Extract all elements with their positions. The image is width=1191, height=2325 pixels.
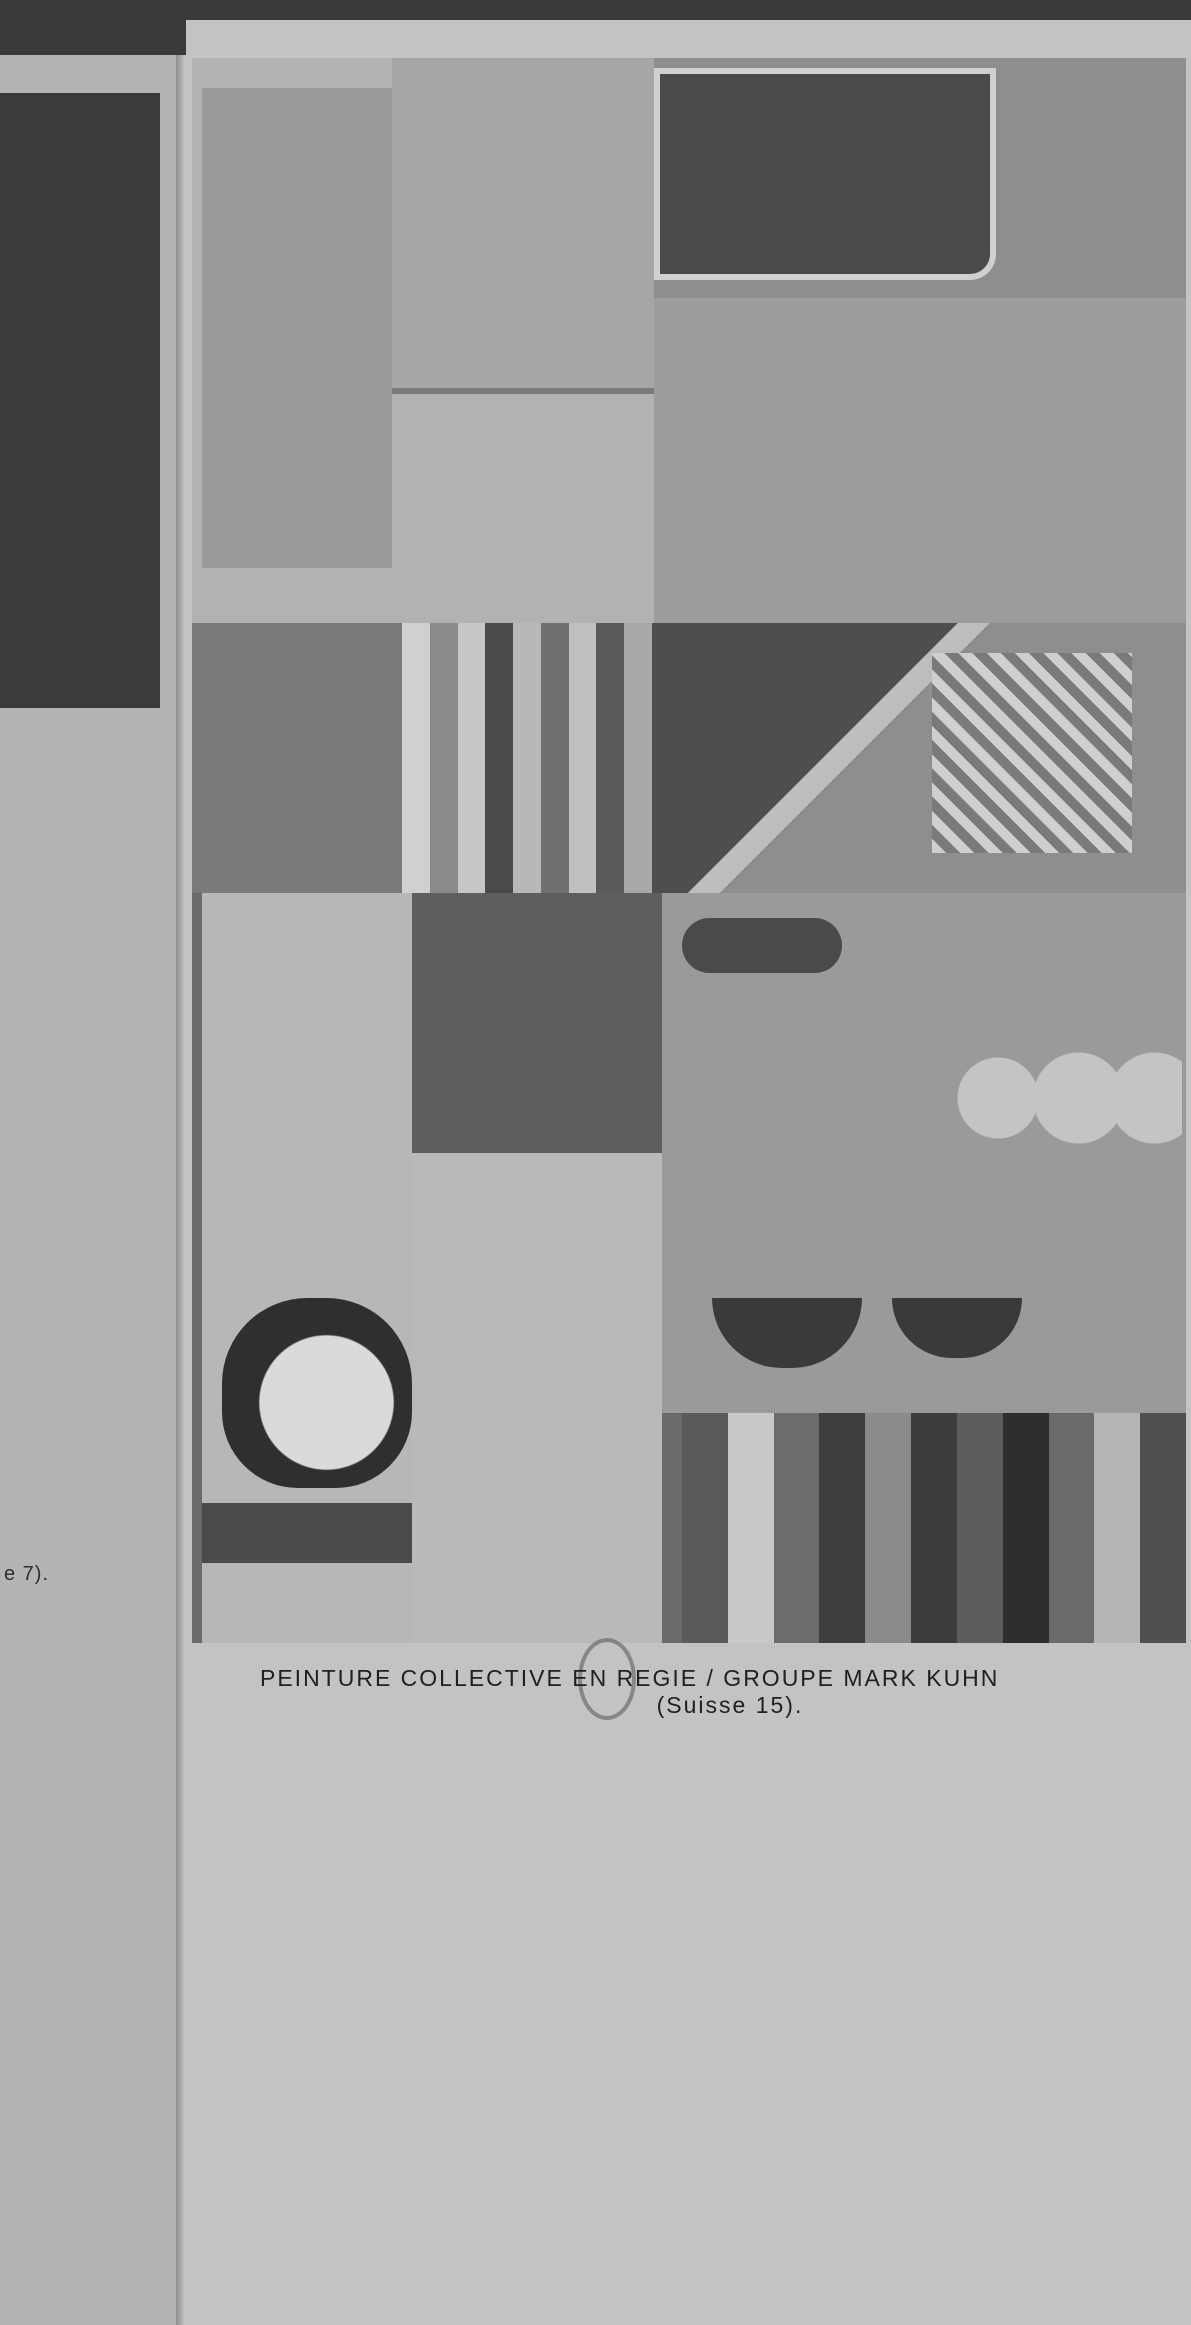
collage-portrait-band (202, 1503, 412, 1563)
collage-flower-panel (202, 88, 392, 568)
collage-geometric-shape-1 (682, 918, 842, 973)
book-gutter (176, 55, 186, 2325)
collage-middle-left-panel (192, 623, 402, 893)
collage-center-dark-square (412, 893, 662, 1153)
collage-center-light-square (412, 1153, 662, 1643)
portrait-woman-figure (222, 1298, 412, 1488)
collage-top-center-panel (392, 58, 654, 388)
left-page-caption-fragment: e 7). (4, 1563, 50, 1585)
left-page (0, 55, 180, 2325)
plate-caption-origin: (Suisse 15). (656, 1692, 804, 1718)
collage-geometric-circles (952, 1048, 1182, 1148)
collage-car-body (654, 298, 1186, 623)
collage-deco-building (932, 653, 1132, 853)
collage-line (392, 388, 654, 394)
collage-middle-stripes (402, 623, 652, 893)
plate-caption (260, 1665, 1160, 1719)
collage-bottom-stripes (682, 1413, 1186, 1643)
right-page (186, 20, 1191, 2325)
collage-car-window (654, 68, 996, 280)
plate-caption-title: PEINTURE COLLECTIVE EN REGIE / GROUPE MARK KUHN (260, 1665, 1000, 1691)
collage-painting (192, 58, 1186, 1643)
left-page-dark-image (0, 93, 160, 708)
